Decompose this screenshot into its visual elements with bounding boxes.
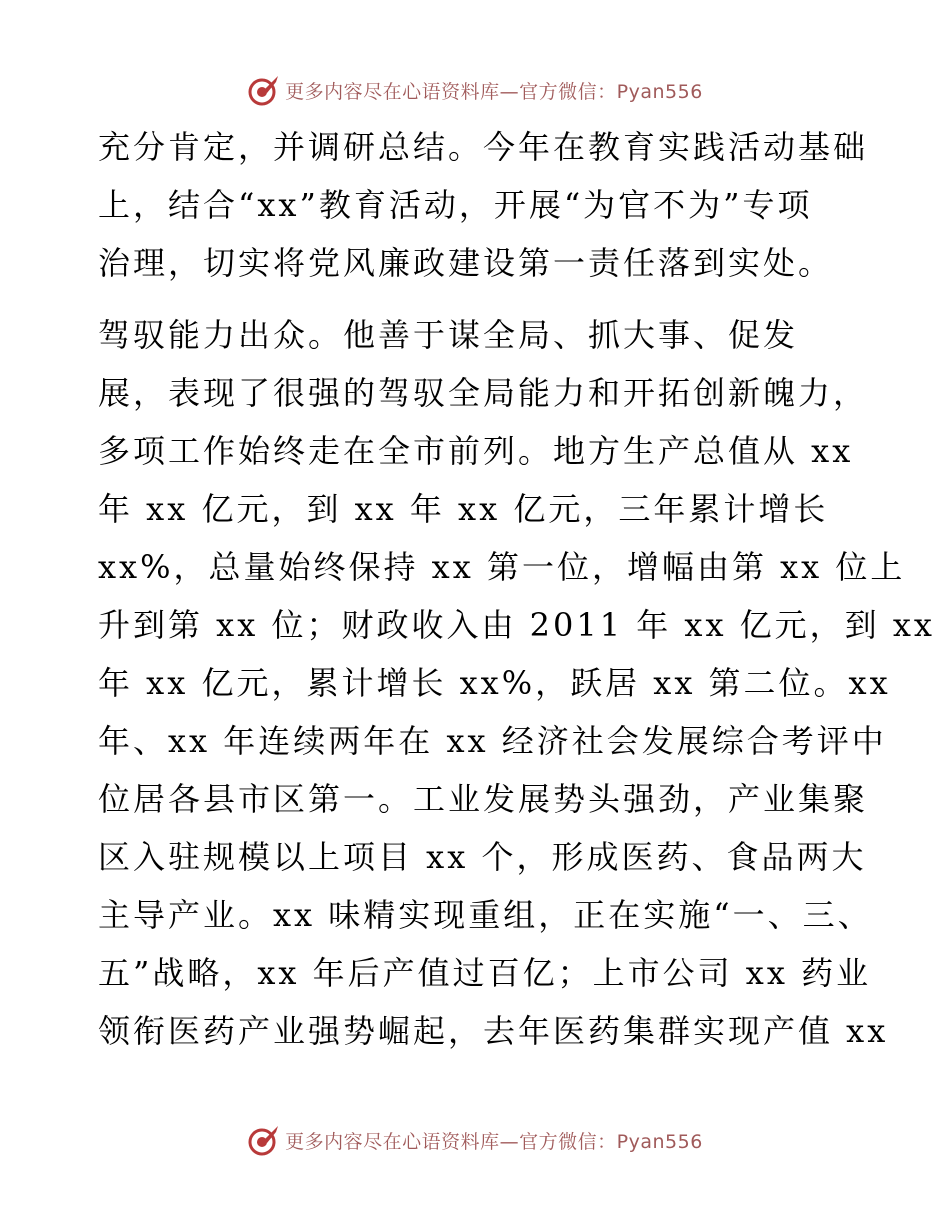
text-line: 年 xx 亿元，到 xx 年 xx 亿元，三年累计增长: [98, 490, 829, 528]
paragraph-1: [98, 118, 869, 292]
document-body: [98, 118, 935, 1060]
text-line: 区入驻规模以上项目 xx 个，形成医药、食品两大: [98, 838, 867, 876]
text-line: 充分肯定，并调研总结。今年在教育实践活动基础: [98, 128, 869, 166]
text-line: 领衔医药产业强势崛起，去年医药集群实现产值 xx: [98, 1012, 889, 1050]
text-line: 年、xx 年连续两年在 xx 经济社会发展综合考评中: [98, 722, 887, 760]
paragraph-gap: [98, 292, 858, 306]
quill-seal-icon: [247, 73, 281, 107]
text-line: 多项工作始终走在全市前列。地方生产总值从 xx: [98, 432, 854, 470]
paragraph-2: [98, 306, 935, 1060]
text-line: 展，表现了很强的驾驭全局能力和开拓创新魄力，: [98, 374, 869, 412]
text-line: 主导产业。xx 味精实现重组，正在实施“一、三、: [98, 896, 873, 934]
text-line: 治理，切实将党风廉政建设第一责任落到实处。: [98, 244, 834, 282]
header-banner-text: 更多内容尽在心语资料库—官方微信：Pyan556: [285, 80, 703, 103]
text-line: 上，结合“xx”教育活动，开展“为官不为”专项: [98, 186, 813, 224]
text-line: 年 xx 亿元，累计增长 xx%，跃居 xx 第二位。xx: [98, 664, 891, 702]
header-banner: [0, 70, 950, 110]
quill-seal-icon: [247, 1123, 281, 1157]
footer-banner: [0, 1120, 950, 1160]
text-line: 五”战略，xx 年后产值过百亿；上市公司 xx 药业: [98, 954, 872, 992]
text-line: 驾驭能力出众。他善于谋全局、抓大事、促发: [98, 316, 799, 354]
text-line: 升到第 xx 位；财政收入由 2011 年 xx 亿元，到 xx: [98, 606, 935, 644]
text-line: xx%，总量始终保持 xx 第一位，增幅由第 xx 位上: [98, 548, 906, 586]
footer-banner-text: 更多内容尽在心语资料库—官方微信：Pyan556: [285, 1130, 703, 1153]
text-line: 位居各县市区第一。工业发展势头强劲，产业集聚: [98, 780, 869, 818]
